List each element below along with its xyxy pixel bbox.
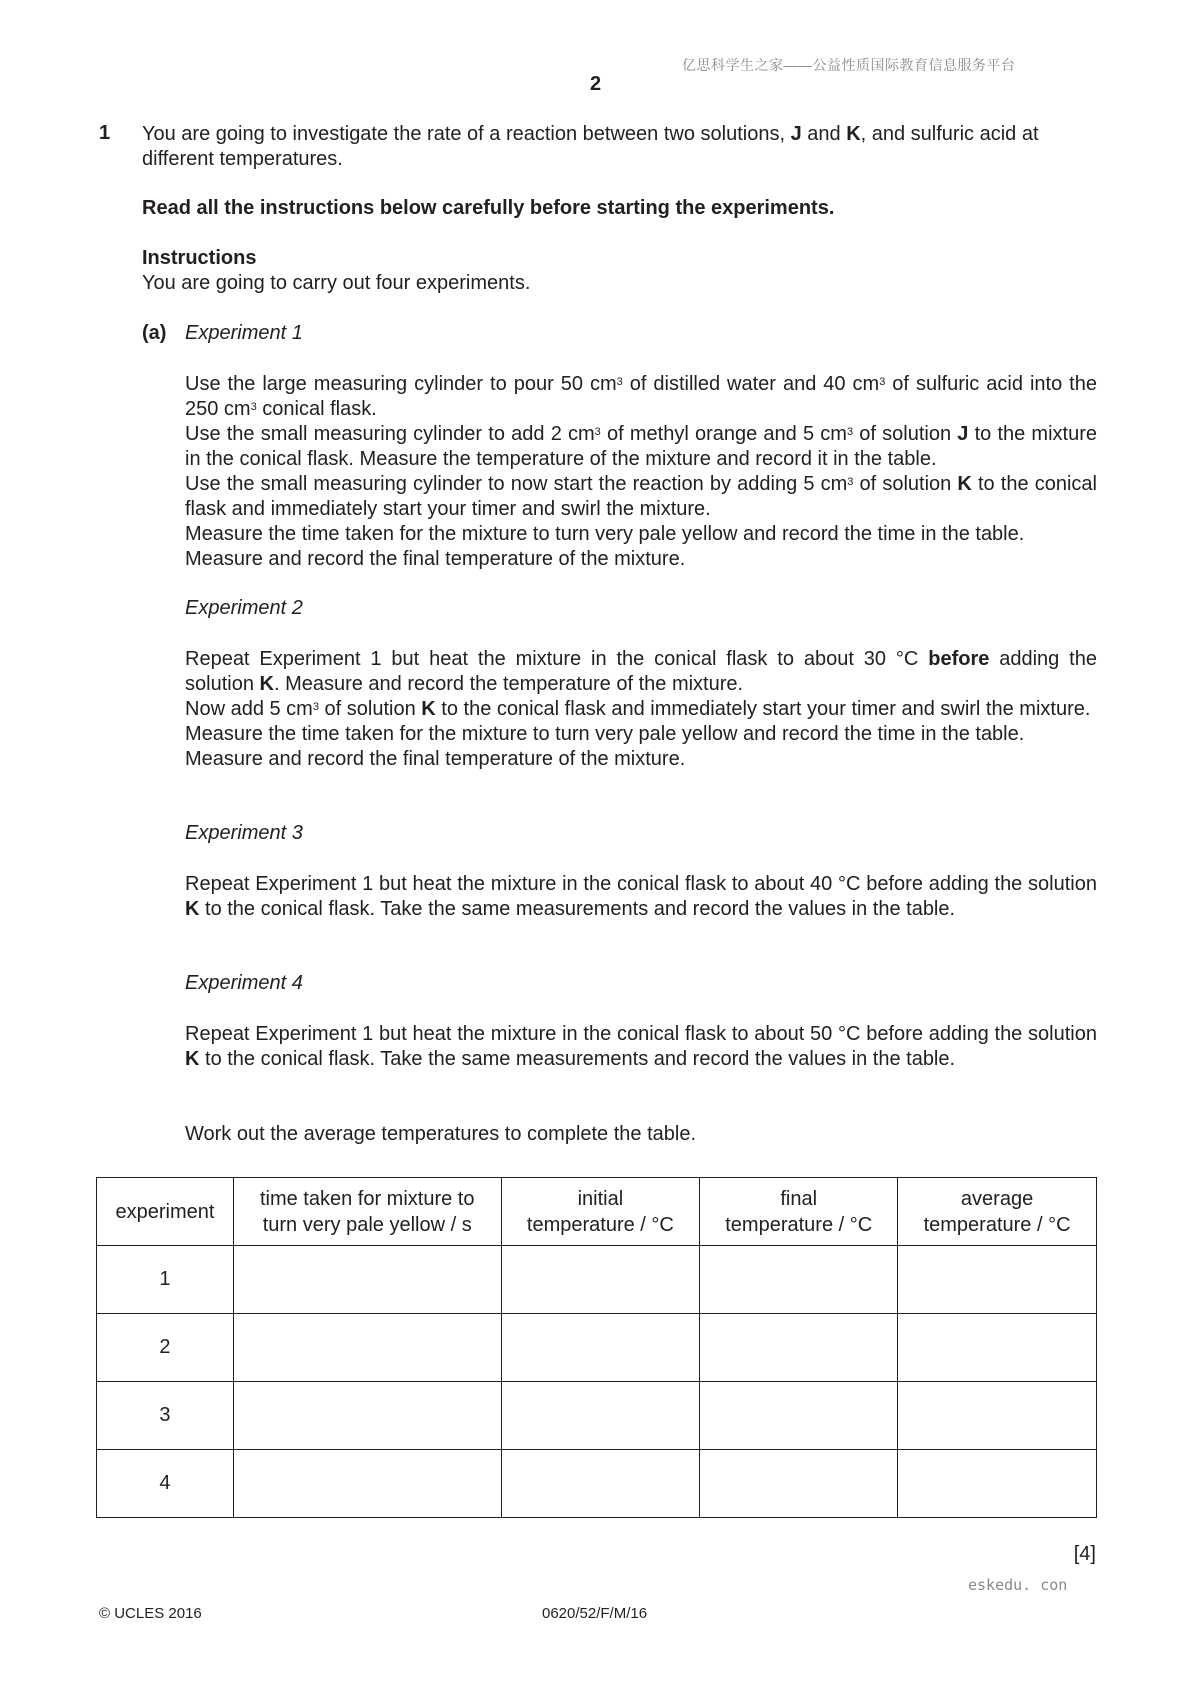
final-temp-cell[interactable] <box>700 1382 898 1450</box>
average-temp-cell[interactable] <box>898 1314 1097 1382</box>
initial-temp-cell[interactable] <box>501 1382 700 1450</box>
results-table <box>96 1177 1097 1518</box>
initial-temp-cell[interactable] <box>501 1246 700 1314</box>
exp2-line-2: Now add 5 $cm^3$ of solution K to the conical flask and immediately start your timer and swirl the mixture. <box>185 698 1091 720</box>
experiment-1-title: Experiment 1 <box>185 322 303 344</box>
table-row <box>97 1450 1097 1518</box>
experiment-4-title: Experiment 4 <box>185 972 303 994</box>
final-temp-cell[interactable] <box>700 1246 898 1314</box>
footer-paper-code: 0620/52/F/M/16 <box>542 1605 648 1622</box>
average-temp-cell[interactable] <box>898 1450 1097 1518</box>
initial-temp-cell[interactable] <box>501 1314 700 1382</box>
experiment-2-title: Experiment 2 <box>185 597 303 619</box>
footer-copyright: © UCLES 2016 <box>99 1605 202 1622</box>
time-cell[interactable] <box>233 1450 501 1518</box>
question-number: 1 <box>99 122 111 144</box>
time-cell[interactable] <box>233 1314 501 1382</box>
table-row <box>97 1246 1097 1314</box>
closing-instruction: Work out the average temperatures to complete the table. <box>185 1123 697 1145</box>
final-temp-cell[interactable] <box>700 1450 898 1518</box>
final-temp-cell[interactable] <box>700 1314 898 1382</box>
time-cell[interactable] <box>233 1382 501 1450</box>
instructions-heading: Instructions <box>142 247 257 269</box>
part-label: (a) <box>142 322 167 344</box>
exp2-line-1: Repeat Experiment 1 but heat the mixture in the conical flask to about 30 °C before adding the solution K. Measure and record the temperature of the mixture. <box>185 648 1097 695</box>
experiment-number: 3 <box>97 1382 234 1450</box>
exp1-line-4: Measure the time taken for the mixture to turn very pale yellow and record the time in the table. <box>185 523 1025 545</box>
header-final-temperature: final temperature / °C <box>700 1178 898 1246</box>
experiment-number: 2 <box>97 1314 234 1382</box>
header-experiment: experiment <box>97 1178 234 1246</box>
average-temp-cell[interactable] <box>898 1382 1097 1450</box>
experiment-4-text: Repeat Experiment 1 but heat the mixture in the conical flask to about 50 °C before adding the solution K to the conical flask. Take the same measurements and record the values in the table. <box>185 1023 1097 1070</box>
header-time-taken: time taken for mixture to turn very pale yellow / s <box>233 1178 501 1246</box>
experiment-2-text <box>185 647 1097 772</box>
exp2-line-3: Measure the time taken for the mixture to turn very pale yellow and record the time in the table. <box>185 723 1025 745</box>
experiment-3-text: Repeat Experiment 1 but heat the mixture in the conical flask to about 40 °C before adding the solution K to the conical flask. Take the same measurements and record the values in the table. <box>185 873 1097 920</box>
initial-temp-cell[interactable] <box>501 1450 700 1518</box>
table-row <box>97 1314 1097 1382</box>
average-temp-cell[interactable] <box>898 1246 1097 1314</box>
instructions-text: You are going to carry out four experiments. <box>142 272 531 294</box>
question-intro: You are going to investigate the rate of a reaction between two solutions, J and K, and sulfuric acid at different temperatures. <box>142 123 1039 170</box>
header-average-temperature: average temperature / °C <box>898 1178 1097 1246</box>
marks-allocation: [4] <box>1073 1543 1096 1565</box>
table-header-row <box>97 1178 1097 1246</box>
exp1-line-3: Use the small measuring cylinder to now start the reaction by adding 5 $cm^3$ of solution K to the conical flask and immediately start your timer and swirl the mixture. <box>185 473 1097 520</box>
header-initial-temperature: initial temperature / °C <box>501 1178 700 1246</box>
time-cell[interactable] <box>233 1246 501 1314</box>
watermark-footer: eskedu. con <box>968 1576 1068 1594</box>
exp1-line-2: Use the small measuring cylinder to add 2 $cm^3$ of methyl orange and 5 $cm^3$ of solution J to the mixture in the conical flask. Measure the temperature of the mixture and record it in the table. <box>185 423 1098 470</box>
watermark-header: 亿思科学生之家——公益性质国际教育信息服务平台 <box>682 57 1016 73</box>
exp1-line-1: Use the large measuring cylinder to pour 50 $cm^3$ of distilled water and 40 $cm^3$ of sulfuric acid into the 250 $cm^3$ conical flask. <box>185 373 1097 420</box>
experiment-number: 4 <box>97 1450 234 1518</box>
table-row <box>97 1382 1097 1450</box>
exp2-line-4: Measure and record the final temperature of the mixture. <box>185 748 686 770</box>
bold-instruction: Read all the instructions below carefully before starting the experiments. <box>142 197 835 219</box>
exp1-line-5: Measure and record the final temperature of the mixture. <box>185 548 686 570</box>
page-number: 2 <box>589 73 602 95</box>
experiment-number: 1 <box>97 1246 234 1314</box>
experiment-3-title: Experiment 3 <box>185 822 303 844</box>
experiment-1-text <box>185 372 1097 572</box>
